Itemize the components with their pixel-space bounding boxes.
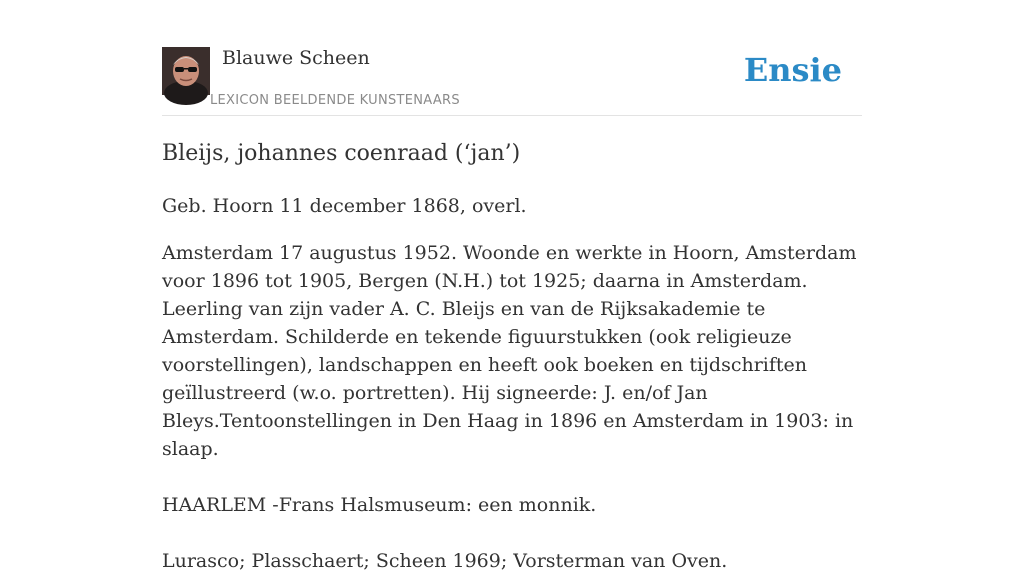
page-title: Bleijs, johannes coenraad (‘jan’) <box>162 141 521 166</box>
paragraph-sources: Lurasco; Plasschaert; Scheen 1969; Vorsterman van Oven. <box>162 550 728 572</box>
paragraph-collections: HAARLEM -Frans Halsmuseum: een monnik. <box>162 494 597 516</box>
paragraph-spacer <box>162 463 862 491</box>
header-divider <box>162 115 862 116</box>
brand-logo[interactable]: Ensie <box>743 51 842 89</box>
paragraph-spacer <box>162 519 862 547</box>
author-name[interactable]: Blauwe Scheen <box>222 47 370 69</box>
paragraph-biography: Amsterdam 17 augustus 1952. Woonde en werkte in Hoorn, Amsterdam voor 1896 tot 1905, Bergen (N.H.) tot 1925; daarna in Amsterdam. Leerling van zijn vader A. C. Bleijs en van de Rijksakademie te Amsterdam. Schilderde en tekende figuurstukken (ook religieuze voorstellingen), landschappen en heeft ook boeken en tijdschriften geïllustreerd (w.o. portretten). Hij signeerde: J. en/of Jan Bleys.Tentoonstellingen in Den Haag in 1896 en Amsterdam in 1903: in slaap. <box>162 242 857 460</box>
author-photo <box>162 47 210 95</box>
article-body <box>162 138 862 575</box>
category-label[interactable]: LEXICON BEELDENDE KUNSTENAARS <box>210 93 460 108</box>
avatar[interactable] <box>162 47 210 95</box>
paragraph-birth: Geb. Hoorn 11 december 1868, overl. <box>162 195 527 217</box>
